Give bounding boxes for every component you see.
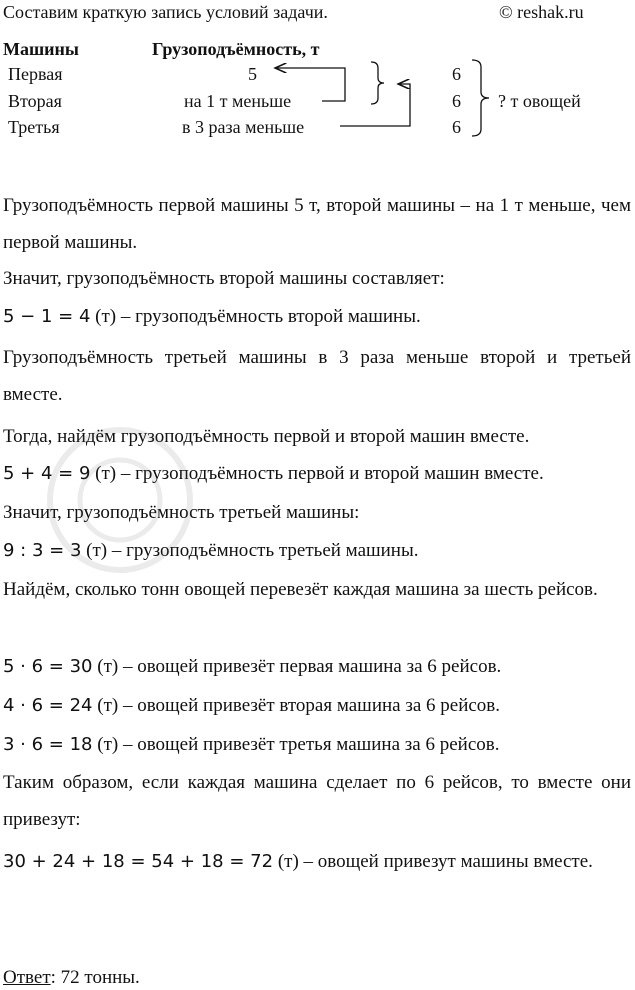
row-name-second: Вторая	[8, 91, 62, 111]
reshak-watermark-logo	[40, 420, 200, 580]
equation-explanation: (т) – грузоподъёмность второй машины.	[90, 306, 421, 327]
equation-expression: 4 · 6 = 24	[3, 695, 93, 716]
row-capacity-second: на 1 т меньше	[184, 91, 292, 111]
paragraph-sum-intro: Тогда, найдём грузоподъёмность первой и второй машин вместе.	[3, 426, 530, 447]
equation-explanation: (т) – овощей привезёт третья машина за 6 рейсов.	[92, 734, 500, 755]
equation-second-capacity	[3, 305, 421, 329]
row-trips-second: 6	[452, 91, 461, 111]
arrow-second-to-first	[275, 68, 345, 101]
arrow-third-to-brace	[340, 84, 410, 126]
equation-third-total	[3, 733, 499, 757]
equation-expression: 9 : 3 = 3	[3, 540, 82, 561]
brace-first-second	[371, 62, 384, 104]
paragraph-third-capacity-intro: Значит, грузоподъёмность третьей машины:	[3, 502, 360, 523]
column-header-machines: Машины	[3, 39, 79, 59]
equation-explanation: (т) – грузоподъёмность первой и второй машин вместе.	[90, 463, 544, 484]
equation-grand-total	[3, 843, 631, 880]
row-trips-third: 6	[452, 117, 461, 137]
question-label: ? т овощей	[498, 91, 581, 111]
answer-label: Ответ	[3, 967, 51, 988]
answer-value: : 72 тонны.	[50, 967, 140, 988]
paragraph-second-capacity-intro: Значит, грузоподъёмность второй машины составляет:	[3, 268, 445, 289]
paragraph-first-second-capacity: Грузоподъёмность первой машины 5 т, второй машины – на 1 т меньше, чем первой машины.	[3, 195, 631, 253]
equation-expression: 3 · 6 = 18	[3, 734, 93, 755]
equation-expression: 5 · 6 = 30	[3, 656, 93, 677]
equation-explanation: (т) – грузоподъёмность третьей машины.	[81, 540, 419, 561]
row-trips-first: 6	[452, 64, 461, 84]
intro-text: Составим краткую запись условий задачи.	[3, 2, 328, 22]
row-capacity-first: 5	[248, 64, 257, 84]
equation-expression: 5 + 4 = 9	[3, 463, 91, 484]
brand-watermark-text: © reshak.ru	[499, 2, 584, 22]
answer-line	[3, 966, 140, 990]
equation-explanation: (т) – овощей привезёт вторая машина за 6 рейсов.	[92, 695, 501, 716]
paragraph-total-intro: Таким образом, если каждая машина сделает по 6 рейсов, то вместе они привезут:	[3, 772, 631, 830]
equation-second-total	[3, 694, 500, 718]
condition-diagram	[0, 0, 635, 160]
equation-explanation: (т) – овощей привезёт первая машина за 6 рейсов.	[92, 656, 502, 677]
equation-expression: 30 + 24 + 18 = 54 + 18 = 72	[3, 851, 274, 872]
row-name-third: Третья	[8, 117, 60, 137]
brace-trips	[472, 60, 489, 136]
paragraph-trips-intro: Найдём, сколько тонн овощей перевезёт каждая машина за шесть рейсов.	[3, 579, 598, 600]
row-capacity-third: в 3 раза меньше	[182, 117, 305, 137]
paragraph-third-capacity-condition: Грузоподъёмность третьей машины в 3 раза меньше второй и третьей вместе.	[3, 347, 631, 405]
equation-explanation: (т) – овощей привезут машины вместе.	[273, 851, 593, 872]
column-header-capacity: Грузоподъёмность, т	[152, 39, 320, 59]
row-name-first: Первая	[8, 64, 63, 84]
equation-first-total	[3, 655, 501, 679]
equation-expression: 5 − 1 = 4	[3, 306, 91, 327]
